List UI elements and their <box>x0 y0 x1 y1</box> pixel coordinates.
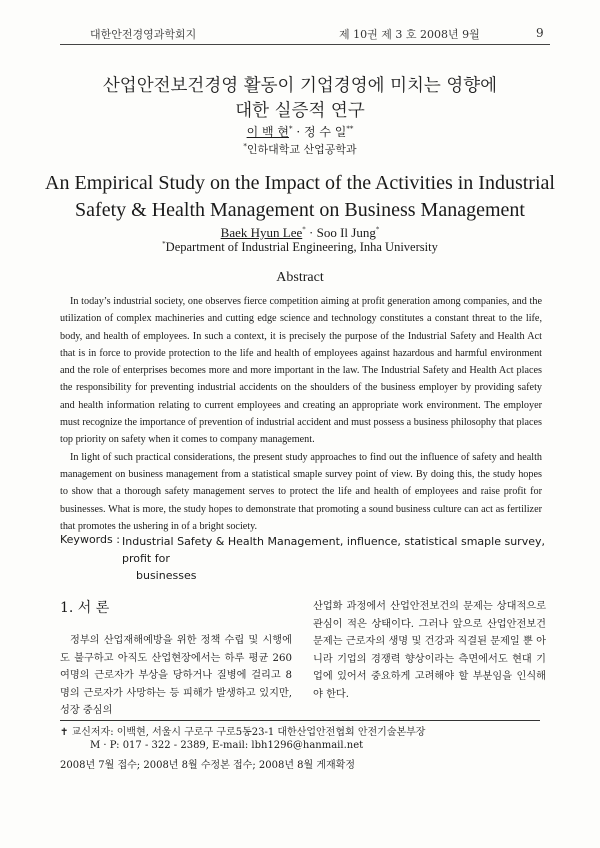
korean-affiliation-text: 인하대학교 산업공학과 <box>246 143 357 156</box>
english-title-line1: An Empirical Study on the Impact of the Activities in Industrial <box>45 172 555 194</box>
footnote-rule <box>60 720 540 721</box>
korean-author2: 정 수 일 <box>303 125 347 139</box>
page-number: 9 <box>536 26 544 40</box>
issue-info: 제 10권 제 3 호 2008년 9월 <box>339 28 480 41</box>
english-author1: Baek Hyun Lee <box>220 225 303 240</box>
korean-author-separator: · <box>292 125 304 139</box>
korean-authors <box>0 123 600 140</box>
abstract-paragraph-1: In today’s industrial society, one observes fierce competition aiming at profit generation among companies, and the utilization of complex machineries and cutting edge science and technology constitutes a constant threat to the life, body, and health of employees. In such a context, it is precisely the purpose of the Industrial Safety and Health Act that is in force to provide protection to the life and health of employees against hazardous and harmful environment and the role of enterprises becomes more and more important in the law. The Industrial Safety and Health Act places the responsibility for preventing industrial accidents on the shoulders of the business employer by providing safety and health information relating to current employees and creating an appropriate work environment. The employer must recognize the importance of prevention of industrial accident and must possess a business philosophy that places top priority on safety when it comes to company management. <box>60 296 542 446</box>
english-affiliation <box>0 240 600 255</box>
english-author2-mark: * <box>375 225 380 234</box>
corresponding-author-note: ✝ 교신저자: 이백현, 서울시 구로구 구로5동23-1 대한산업안전협회 안전기술본부장 <box>60 727 426 738</box>
korean-author1-mark: * <box>289 125 293 133</box>
keywords-label: Keywords : <box>60 533 120 546</box>
korean-affiliation <box>0 141 600 157</box>
keywords-line2: businesses <box>136 569 197 582</box>
intro-right-column: 산업화 과정에서 산업안전보건의 문제는 상대적으로 관심이 적은 상태이다. 그러나 앞으로 산업안전보건 문제는 근로자의 생명 및 건강과 직결된 문제일 뿐 아니라 기업의 경쟁력 향상이라는 측면에서도 현대 기업에 있어서 중요하게 고려해야 할 부분임을 인식해야 한다. <box>313 601 546 700</box>
abstract-paragraph-2: In light of such practical considerations, the present study approaches to find out the influence of safety and health management on business management from a statistical smaple survey point of view. By doing this, the study hopes to show that a thorough safety management serves to protect the life and health of employees and raise profit for businesses. What is more, the study hopes to demonstrate that promoting a sound business culture can act as fertilizer that promotes the ushering in of a bright society. <box>60 451 542 532</box>
abstract-heading: Abstract <box>276 270 324 285</box>
english-title-line2: Safety & Health Management on Business Management <box>75 199 525 221</box>
keywords-text <box>122 533 547 584</box>
english-affiliation-mark: * <box>162 240 166 248</box>
korean-affiliation-mark: * <box>243 142 247 151</box>
intro-left-column: 정부의 산업재해예방을 위한 정책 수립 및 시행에도 불구하고 아직도 산업현장에서는 하루 평균 260여명의 근로자가 부상을 당하거나 질병에 걸리고 8명의 근로자가 사망하는 등 피해가 발생하고 있지만, 성장 중심의 <box>60 635 292 717</box>
english-author-separator: · <box>305 225 317 240</box>
section-heading: 1. 서 론 <box>60 600 110 616</box>
submission-dates: 2008년 7월 접수; 2008년 8월 수정본 접수; 2008년 8월 게재확정 <box>60 760 356 771</box>
english-affiliation-text: Department of Industrial Engineering, Inha University <box>165 240 438 255</box>
english-author1-mark: * <box>302 225 306 234</box>
header-rule <box>60 44 550 45</box>
korean-title-line1: 산업안전보건경영 활동이 기업경영에 미치는 영향에 <box>102 76 498 96</box>
abstract-body <box>60 293 542 535</box>
contact-info: M · P: 017 - 322 - 2389, E-mail: lbh1296@hanmail.net <box>90 740 364 751</box>
korean-author2-mark: ** <box>346 125 354 133</box>
english-authors <box>0 225 600 241</box>
korean-title-line2: 대한 실증적 연구 <box>235 101 365 121</box>
journal-name: 대한안전경영과학회지 <box>90 28 197 41</box>
keywords-line1: Industrial Safety & Health Management, influence, statistical smaple survey, profit for <box>122 535 545 565</box>
english-author2: Soo Il Jung <box>316 225 376 240</box>
korean-author1: 이 백 현 <box>246 125 290 139</box>
